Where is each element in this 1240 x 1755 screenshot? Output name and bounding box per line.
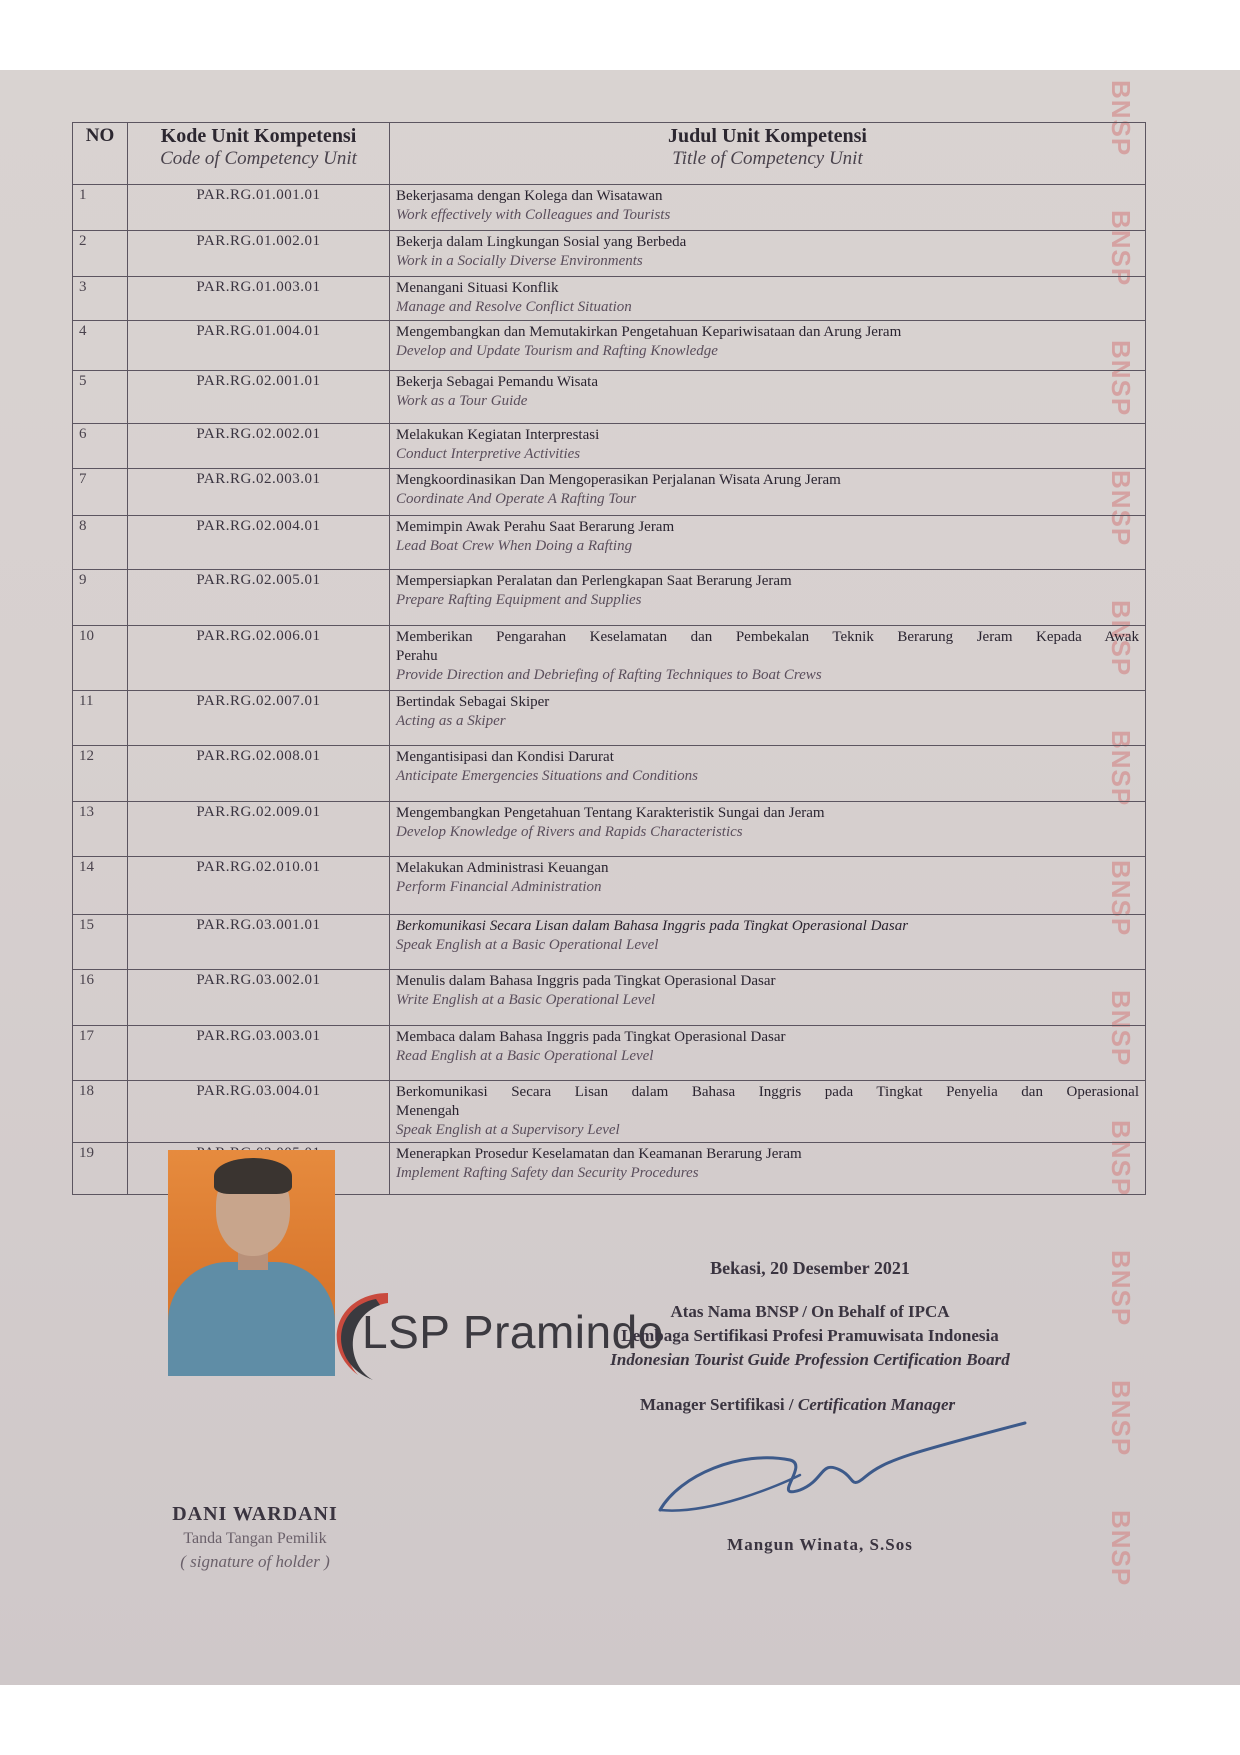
row-title-id: Menulis dalam Bahasa Inggris pada Tingkat Operasional Dasar: [396, 973, 776, 989]
row-code: PAR.RG.03.004.01: [128, 1081, 390, 1143]
row-code: PAR.RG.02.008.01: [128, 746, 390, 802]
watermark-bnsp: BNSP: [1106, 1510, 1136, 1587]
row-title-en: Write English at a Basic Operational Level: [396, 992, 656, 1008]
row-title-en: Read English at a Basic Operational Level: [396, 1048, 654, 1064]
table-row: [73, 371, 1146, 424]
row-title-id: Bekerja dalam Lingkungan Sosial yang Berbeda: [396, 234, 687, 250]
table-row: [73, 802, 1146, 857]
table-row: [73, 185, 1146, 231]
row-no: 4: [73, 321, 128, 371]
row-title-en: Manage and Resolve Conflict Situation: [396, 299, 632, 315]
row-no: 1: [73, 185, 128, 231]
row-title-en: Work as a Tour Guide: [396, 393, 528, 409]
row-title-id: Bertindak Sebagai Skiper: [396, 694, 550, 710]
watermark-bnsp: BNSP: [1106, 80, 1136, 157]
row-title-id-line1: Berkomunikasi Secara Lisan dalam Bahasa Inggris pada Tingkat Penyelia dan Operasional: [396, 1084, 1139, 1100]
row-code: PAR.RG.02.010.01: [128, 857, 390, 915]
row-no: 15: [73, 915, 128, 970]
table-row: [73, 277, 1146, 321]
row-no: 19: [73, 1143, 128, 1195]
row-title-id-line2: Menengah: [396, 1103, 460, 1119]
row-title-id: Melakukan Administrasi Keuangan: [396, 860, 609, 876]
row-no: 17: [73, 1026, 128, 1081]
row-title-id: Membaca dalam Bahasa Inggris pada Tingkat Operasional Dasar: [396, 1029, 786, 1045]
board-name-en: Indonesian Tourist Guide Profession Certification Board: [610, 1350, 1010, 1369]
on-behalf-line: Atas Nama BNSP / On Behalf of IPCA: [670, 1302, 950, 1321]
table-row: [73, 626, 1146, 691]
table-row: [73, 321, 1146, 371]
row-title-en: Speak English at a Supervisory Level: [396, 1122, 620, 1138]
row-code: PAR.RG.02.006.01: [128, 626, 390, 691]
manager-title-id: Manager Sertifikasi /: [640, 1395, 794, 1414]
watermark-bnsp: BNSP: [1106, 470, 1136, 547]
row-title-en: Speak English at a Basic Operational Level: [396, 937, 659, 953]
table-row: [73, 231, 1146, 277]
row-title-id: Mengantisipasi dan Kondisi Darurat: [396, 749, 614, 765]
row-no: 2: [73, 231, 128, 277]
row-no: 14: [73, 857, 128, 915]
table-row: [73, 857, 1146, 915]
signature-stroke: [660, 1423, 1025, 1510]
row-title: [390, 277, 1146, 321]
competency-table: [72, 122, 1146, 1195]
row-code: PAR.RG.01.003.01: [128, 277, 390, 321]
row-code: PAR.RG.01.004.01: [128, 321, 390, 371]
table-row: [73, 746, 1146, 802]
row-title: [390, 321, 1146, 371]
table-header-row: [73, 123, 1146, 185]
row-no: 13: [73, 802, 128, 857]
header-no: NO: [73, 123, 128, 185]
row-title-id: Memimpin Awak Perahu Saat Berarung Jeram: [396, 519, 675, 535]
holder-name: DANI WARDANI: [172, 1503, 338, 1525]
header-title-en: Title of Competency Unit: [672, 148, 863, 169]
issue-date: Bekasi, 20 Desember 2021: [710, 1258, 910, 1278]
row-title: [390, 231, 1146, 277]
row-title-id: Mempersiapkan Peralatan dan Perlengkapan Saat Berarung Jeram: [396, 573, 792, 589]
watermark-bnsp: BNSP: [1106, 1250, 1136, 1327]
row-title-id: Mengembangkan Pengetahuan Tentang Karakteristik Sungai dan Jeram: [396, 805, 825, 821]
lsp-name: Lembaga Sertifikasi Profesi Pramuwisata Indonesia: [621, 1326, 999, 1345]
table-row: [73, 915, 1146, 970]
row-title-en: Prepare Rafting Equipment and Supplies: [396, 592, 642, 608]
watermark-bnsp: BNSP: [1106, 340, 1136, 417]
watermark-bnsp: BNSP: [1106, 990, 1136, 1067]
watermark-bnsp: BNSP: [1106, 1380, 1136, 1457]
row-title: [390, 1026, 1146, 1081]
header-title: [390, 123, 1146, 185]
logo-text: LSP Pramindo: [362, 1306, 664, 1358]
row-title: [390, 570, 1146, 626]
signature-underline: [660, 1475, 800, 1511]
manager-title: [640, 1395, 1020, 1415]
photo-hair: [214, 1158, 292, 1194]
row-title-en: Conduct Interpretive Activities: [396, 446, 581, 462]
row-title-id: Bekerjasama dengan Kolega dan Wisatawan: [396, 188, 663, 204]
row-title-id: Mengembangkan dan Memutakirkan Pengetahuan Kepariwisataan dan Arung Jeram: [396, 324, 902, 340]
row-title: [390, 970, 1146, 1026]
holder-photo: [168, 1150, 335, 1376]
certificate-sheet: [0, 70, 1240, 1685]
row-title-en: Develop and Update Tourism and Rafting Knowledge: [396, 343, 718, 359]
photo-shirt: [168, 1262, 335, 1376]
row-title-en: Work effectively with Colleagues and Tourists: [396, 207, 671, 223]
row-title: [390, 1081, 1146, 1143]
row-no: 18: [73, 1081, 128, 1143]
row-no: 5: [73, 371, 128, 424]
watermark-bnsp: BNSP: [1106, 1120, 1136, 1197]
row-no: 6: [73, 424, 128, 469]
row-title: [390, 691, 1146, 746]
row-title-id: Menerapkan Prosedur Keselamatan dan Keamanan Berarung Jeram: [396, 1146, 802, 1162]
row-title-en: Provide Direction and Debriefing of Rafting Techniques to Boat Crews: [396, 667, 822, 683]
row-code: PAR.RG.02.003.01: [128, 469, 390, 516]
row-no: 16: [73, 970, 128, 1026]
row-code: PAR.RG.02.007.01: [128, 691, 390, 746]
row-code: PAR.RG.02.001.01: [128, 371, 390, 424]
row-title-id-line2: Perahu: [396, 648, 438, 664]
row-title: [390, 626, 1146, 691]
table-row: [73, 691, 1146, 746]
watermark-bnsp: BNSP: [1106, 600, 1136, 677]
row-title-id: Berkomunikasi Secara Lisan dalam Bahasa Inggris pada Tingkat Operasional Dasar: [396, 918, 909, 934]
watermark-bnsp: BNSP: [1106, 730, 1136, 807]
row-title-id-line1: Memberikan Pengarahan Keselamatan dan Pembekalan Teknik Berarung Jeram Kepada Awak: [396, 629, 1139, 645]
row-title: [390, 915, 1146, 970]
row-title-en: Coordinate And Operate A Rafting Tour: [396, 491, 637, 507]
table-row: [73, 1081, 1146, 1143]
row-no: 7: [73, 469, 128, 516]
row-title-id: Mengkoordinasikan Dan Mengoperasikan Perjalanan Wisata Arung Jeram: [396, 472, 841, 488]
table-row: [73, 424, 1146, 469]
row-title-en: Lead Boat Crew When Doing a Rafting: [396, 538, 633, 554]
row-title-en: Develop Knowledge of Rivers and Rapids Characteristics: [396, 824, 743, 840]
row-title-id: Melakukan Kegiatan Interprestasi: [396, 427, 600, 443]
row-code: PAR.RG.02.004.01: [128, 516, 390, 570]
row-title: [390, 746, 1146, 802]
watermark-bnsp: BNSP: [1106, 210, 1136, 287]
holder-signature-label-en: ( signature of holder ): [180, 1552, 330, 1571]
row-no: 11: [73, 691, 128, 746]
row-code: PAR.RG.01.001.01: [128, 185, 390, 231]
row-title-en: Work in a Socially Diverse Environments: [396, 253, 643, 269]
row-code: PAR.RG.02.002.01: [128, 424, 390, 469]
row-title: [390, 802, 1146, 857]
header-code-id: Kode Unit Kompetensi: [160, 125, 357, 147]
table-row: [73, 970, 1146, 1026]
row-no: 3: [73, 277, 128, 321]
header-code: [128, 123, 390, 185]
row-code: PAR.RG.02.009.01: [128, 802, 390, 857]
header-code-en: Code of Competency Unit: [160, 148, 357, 169]
table-row: [73, 1026, 1146, 1081]
header-title-id: Judul Unit Kompetensi: [668, 125, 867, 147]
row-title: [390, 185, 1146, 231]
row-title-id: Bekerja Sebagai Pemandu Wisata: [396, 374, 598, 390]
row-title: [390, 516, 1146, 570]
row-title-en: Anticipate Emergencies Situations and Conditions: [396, 768, 698, 784]
row-no: 9: [73, 570, 128, 626]
row-title: [390, 1143, 1146, 1195]
row-no: 10: [73, 626, 128, 691]
row-no: 12: [73, 746, 128, 802]
table-row: [73, 469, 1146, 516]
holder-signature-label: Tanda Tangan Pemilik: [183, 1530, 327, 1547]
row-title: [390, 424, 1146, 469]
row-code: PAR.RG.01.002.01: [128, 231, 390, 277]
table-row: [73, 516, 1146, 570]
manager-title-en: Certification Manager: [797, 1395, 956, 1414]
row-title-id: Menangani Situasi Konflik: [396, 280, 559, 296]
row-no: 8: [73, 516, 128, 570]
row-title-en: Perform Financial Administration: [396, 879, 602, 895]
row-code: PAR.RG.03.001.01: [128, 915, 390, 970]
row-title: [390, 371, 1146, 424]
manager-name: Mangun Winata, S.Sos: [727, 1535, 913, 1554]
row-code: PAR.RG.02.005.01: [128, 570, 390, 626]
watermark-bnsp: BNSP: [1106, 860, 1136, 937]
row-title-en: Acting as a Skiper: [396, 713, 506, 729]
manager-signature: [650, 1415, 1030, 1525]
row-code: PAR.RG.03.002.01: [128, 970, 390, 1026]
table-row: [73, 570, 1146, 626]
row-title-en: Implement Rafting Safety dan Security Procedures: [396, 1165, 699, 1181]
row-code: PAR.RG.03.003.01: [128, 1026, 390, 1081]
